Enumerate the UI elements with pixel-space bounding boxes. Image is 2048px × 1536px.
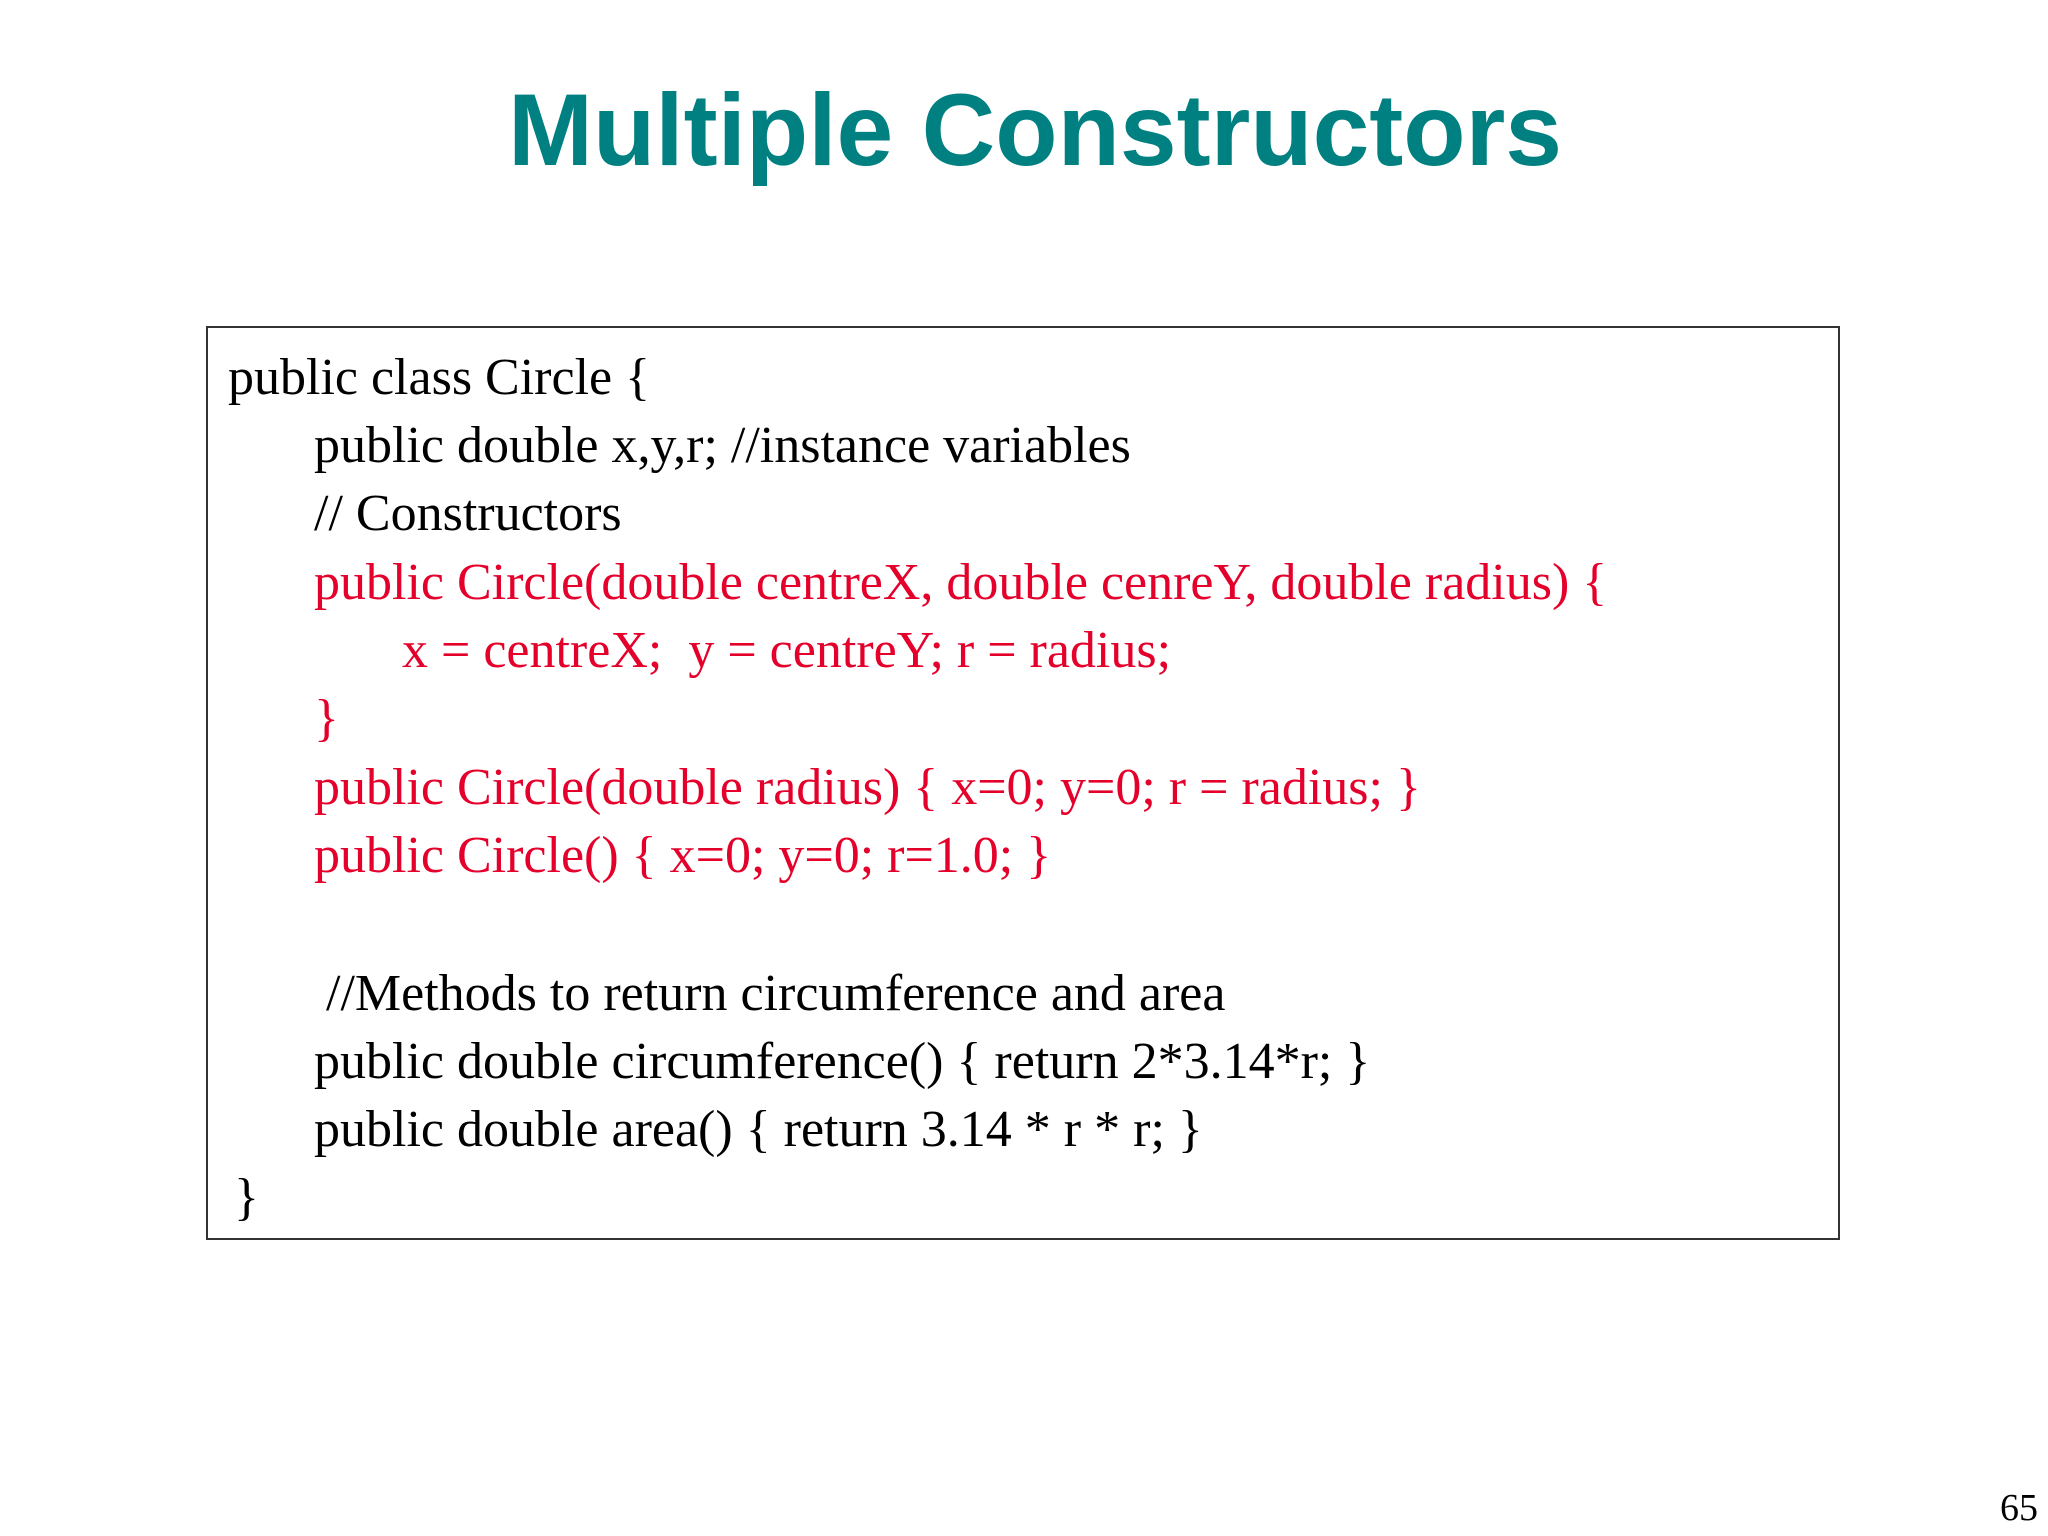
code-line-class-close-brace: } [234, 1169, 259, 1226]
code-line-constructor-radius: public Circle(double radius) { x=0; y=0; r = radius; } [314, 759, 1421, 816]
code-line-constructor-body: x = centreX; y = centreY; r = radius; [402, 622, 1172, 679]
code-line-constructor-close-brace: } [314, 690, 339, 747]
code-line-circumference-method: public double circumference() { return 2*3.14*r; } [314, 1033, 1371, 1090]
code-line-class-declaration: public class Circle { [228, 349, 651, 406]
code-box [206, 326, 1840, 1240]
code-line-methods-comment: //Methods to return circumference and area [326, 965, 1226, 1022]
code-line-constructor-default: public Circle() { x=0; y=0; r=1.0; } [314, 827, 1052, 884]
page-number: 65 [2000, 1487, 2038, 1529]
slide-title: Multiple Constructors [507, 73, 1563, 187]
code-line-instance-variables: public double x,y,r; //instance variables [314, 417, 1131, 474]
code-line-constructor-three-args: public Circle(double centreX, double cenreY, double radius) { [314, 554, 1608, 611]
code-line-area-method: public double area() { return 3.14 * r * r; } [314, 1101, 1203, 1158]
code-line-constructors-comment: // Constructors [314, 485, 622, 542]
